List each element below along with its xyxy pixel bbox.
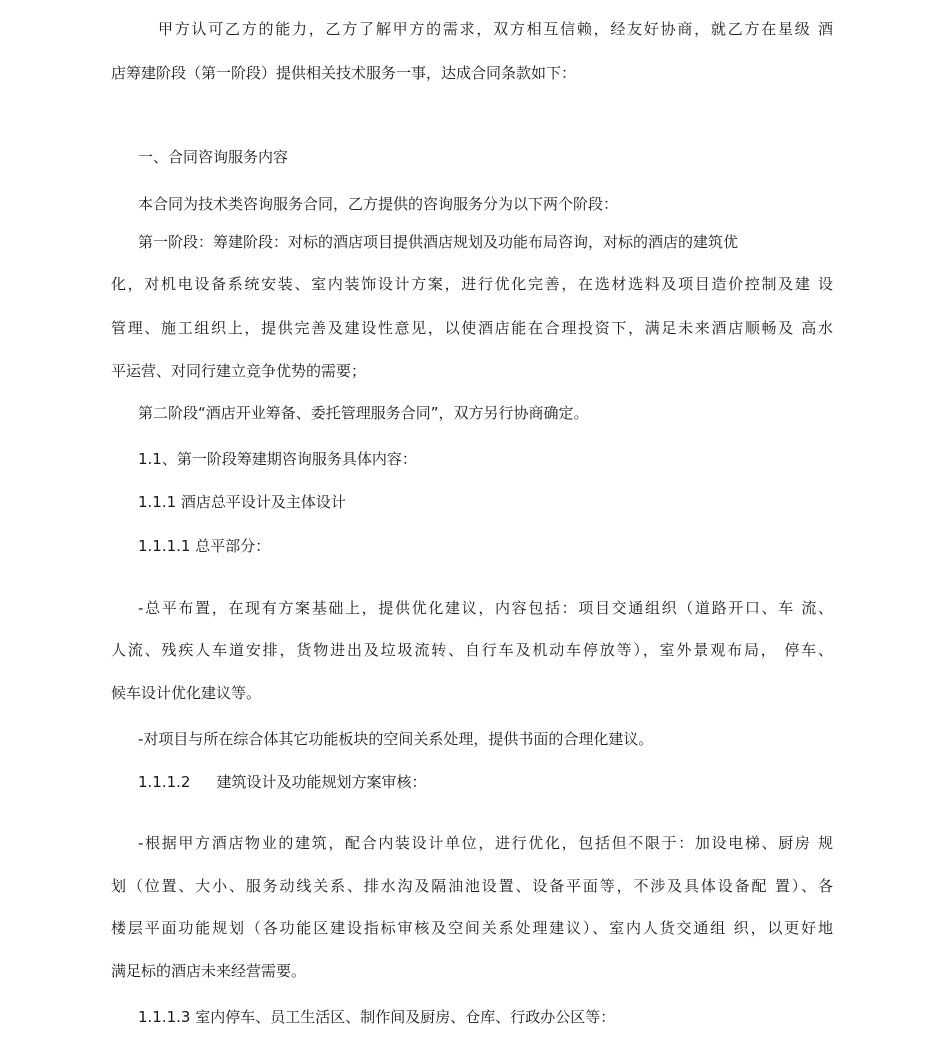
phase1-line-2: 化，对机电设备系统安装、室内装饰设计方案，进行优化完善，在选材选料及项目造价控制及建 设 (111, 275, 833, 293)
phase1-line-3: 管理、施工组织上，提供完善及建设性意见，以使酒店能在合理投资下，满足未来酒店顺畅及 高水 (111, 319, 833, 337)
phase2-paragraph: 第二阶段“酒店开业筹备、委托管理服务合同”，双方另行协商确定。 (138, 404, 589, 422)
subsection-1-1-1-1: 1.1.1.1 总平部分： (138, 537, 271, 555)
layout-line-3: 候车设计优化建议等。 (111, 684, 262, 702)
section-heading: 一、合同咨询服务内容 (138, 148, 289, 166)
subsection-1-1-1-3: 1.1.1.3 室内停车、员工生活区、制作间及厨房、仓库、行政办公区等： (138, 1008, 616, 1026)
subsection-1-1: 1.1、第一阶段筹建期咨询服务具体内容： (138, 450, 417, 468)
subsection-title: 建筑设计及功能规划方案审核： (216, 773, 427, 791)
subsection-number: 1.1.1.2 (138, 773, 191, 791)
intro-line-1: 甲方认可乙方的能力，乙方了解甲方的需求，双方相互信赖，经友好协商，就乙方在星级 酒 (158, 20, 833, 38)
paragraph-contract-type: 本合同为技术类咨询服务合同，乙方提供的咨询服务分为以下两个阶段： (138, 195, 619, 213)
layout-line-2: 人流、残疾人车道安排，货物进出及垃圾流转、自行车及机动车停放等），室外景观布局， 停车、 (111, 641, 833, 659)
layout-line-1: -总平布置，在现有方案基础上，提供优化建议，内容包括：项目交通组织（道路开口、车 流、 (138, 599, 833, 617)
subsection-1-1-1: 1.1.1 酒店总平设计及主体设计 (138, 493, 346, 511)
intro-line-2: 店筹建阶段（第一阶段）提供相关技术服务一事，达成合同条款如下： (111, 64, 577, 82)
building-line-3: 楼层平面功能规划（各功能区建设指标审核及空间关系处理建议）、室内人货交通组 织，以更好地 (111, 919, 833, 937)
building-line-1: -根据甲方酒店物业的建筑，配合内装设计单位，进行优化，包括但不限于：加设电梯、厨房 规 (138, 834, 833, 852)
phase1-line-4: 平运营、对同行建立竞争优势的需要； (111, 362, 367, 380)
phase1-line-1: 第一阶段：筹建阶段：对标的酒店项目提供酒店规划及功能布局咨询，对标的酒店的建筑优 (138, 233, 739, 251)
building-line-2: 划（位置、大小、服务动线关系、排水沟及隔油池设置、设备平面等，不涉及具体设备配 置）、各 (111, 877, 833, 895)
subsection-1-1-1-2 (138, 771, 833, 793)
relation-paragraph: -对项目与所在综合体其它功能板块的空间关系处理，提供书面的合理化建议。 (138, 730, 654, 748)
building-line-4: 满足标的酒店未来经营需要。 (111, 962, 307, 980)
